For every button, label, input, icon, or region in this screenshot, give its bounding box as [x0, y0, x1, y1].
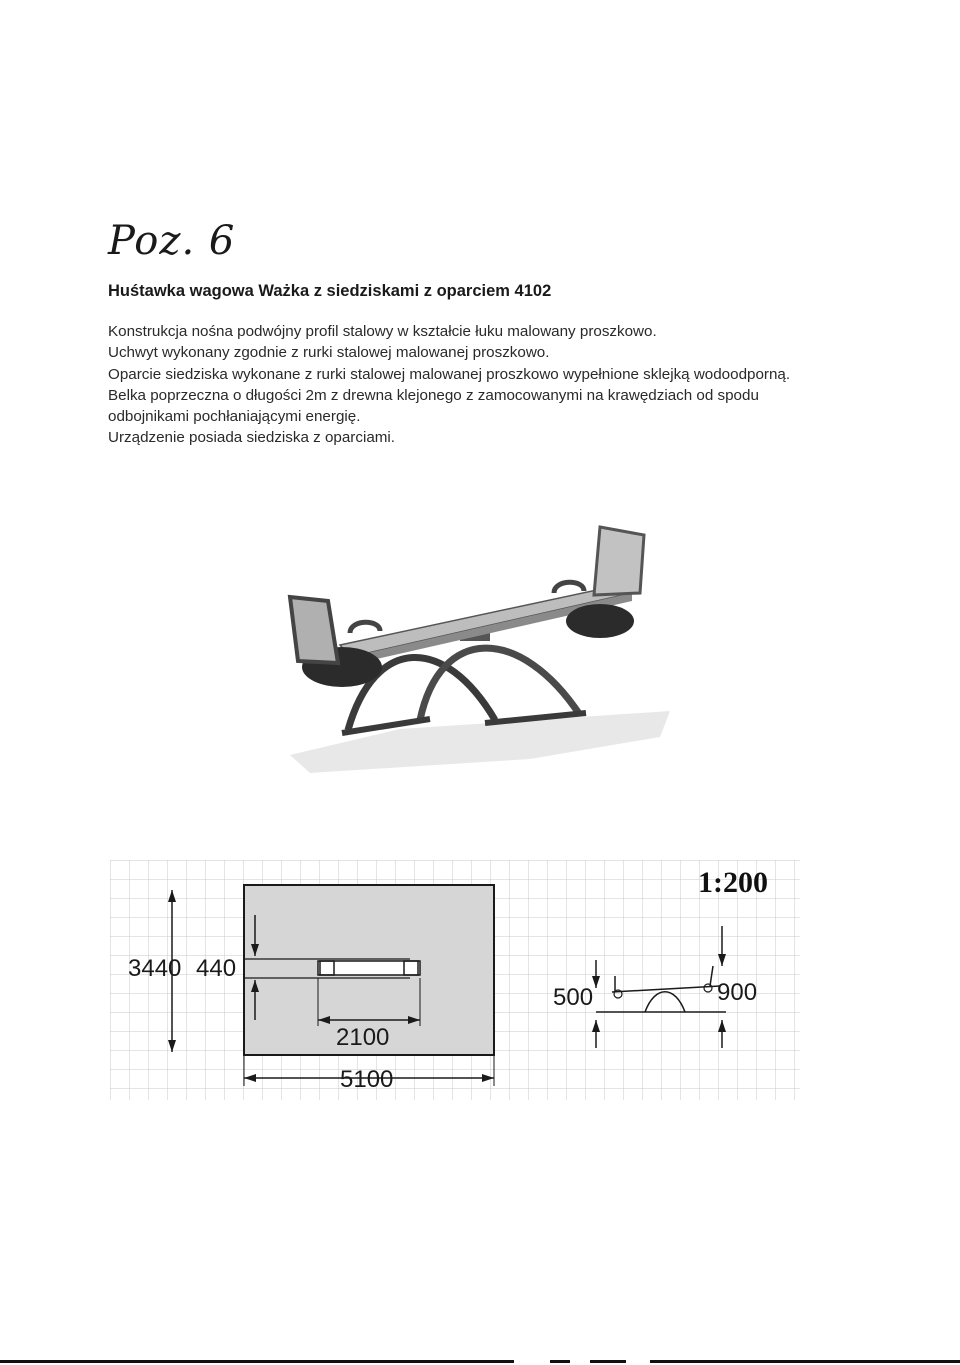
ground-shadow — [290, 711, 670, 773]
product-title: Huśtawka wagowa Ważka z siedziskami z oparciem 4102 — [108, 282, 552, 300]
seat-back-left — [290, 597, 338, 663]
description-line: Oparcie siedziska wykonane z rurki stalowej malowanej proszkowo wypełnione sklejką wodoodporną. — [108, 365, 791, 383]
dim-beam-depth: 440 — [196, 955, 237, 982]
arch-back — [420, 648, 580, 720]
handle-right — [554, 582, 584, 593]
page-edge-mark — [0, 1360, 514, 1363]
dim-beam-length: 2100 — [336, 1024, 390, 1051]
page-edge-mark — [590, 1360, 626, 1363]
seesaw-illustration — [280, 515, 680, 785]
seat-back-right — [594, 527, 644, 595]
page-edge-mark — [550, 1360, 570, 1363]
handle-left — [350, 622, 380, 633]
drawing-scale: 1:200 — [698, 866, 768, 899]
dim-total-depth: 3440 — [128, 955, 182, 982]
dim-low-height: 500 — [553, 984, 594, 1011]
dim-high-height: 900 — [717, 979, 758, 1006]
description-line: Urządzenie posiada siedziska z oparciami. — [108, 429, 396, 447]
product-description — [108, 321, 808, 449]
dim-total-length: 5100 — [340, 1066, 394, 1093]
description-line: Konstrukcja nośna podwójny profil stalowy w kształcie łuku malowany proszkowo. — [108, 323, 657, 340]
bumper-right — [566, 604, 634, 638]
description-line: Uchwyt wykonany zgodnie z rurki stalowej malowanej proszkowo. — [108, 344, 550, 362]
page-edge-mark — [650, 1360, 960, 1363]
position-number: Poz. 6 — [108, 218, 236, 264]
description-line: Belka poprzeczna o długości 2m z drewna klejonego z zamocowanymi na krawędziach od spodu odbojnikami pochłaniającymi energię. — [108, 386, 759, 426]
